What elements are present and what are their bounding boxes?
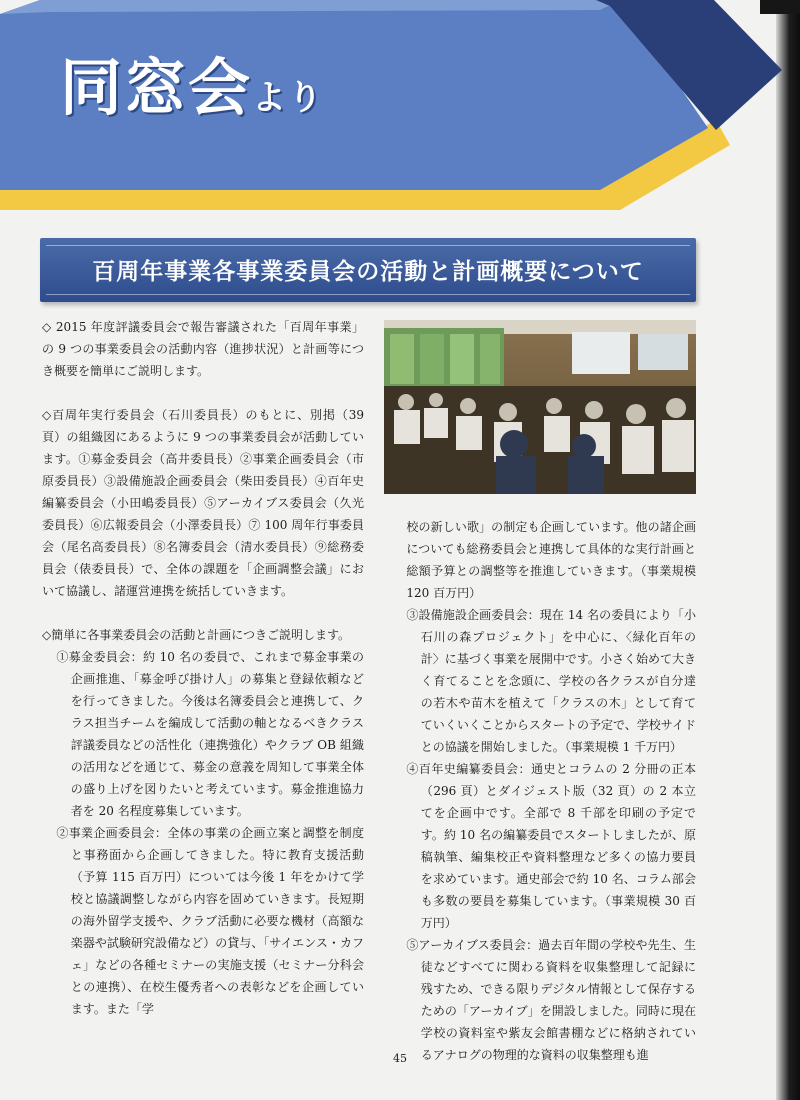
item-planning: ②事業企画委員会：全体の事業の企画立案と調整を制度と事務面から企画してきました。特に教育支援活動（予算 115 百万円）については今後 1 年をかけて学校と協議調整しながら内容を固めていきます。長短期の海外留学支援や、クラブ活動に必要な機材（高額な楽器や試験研究設備など）の貸与、「サイエンス・カフェ」などの各種セミナーの実施支援（セミナー分科会との連携）、在校生優秀者への表彰などを企画しています。また「学: [56, 826, 364, 1016]
planning-continued: 校の新しい歌」の制定も企画しています。他の諸企画についても総務委員会と連携して具体的な実行計画と総額予算との調整等を推進していきます。（事業規模 120 百万円）: [406, 520, 696, 600]
item-facilities: ③設備施設企画委員会：現在 14 名の委員により「小石川の森プロジェクト」を中心に、〈緑化百年の計〉に基づく事業を展開中です。小さく始めて大きく育てることを念頭に、学校の各クラスが自分達の若木や苗木を植えて「クラスの木」として育てていくいくことからスタートの予定で、学校サイドとの協議を開始しました。（事業規模 1 千万円）: [406, 608, 696, 754]
organization-paragraph: ◇百周年実行委員会（石川委員長）のもとに、別掲（39 頁）の組織図にあるように 9 つの事業委員会が活動しています。①募金委員会（高井委員長）②事業企画委員会（市原委員長）③設備施設企画委員会（柴田委員長）④百年史編纂委員会（小田嶋委員長）⑤アーカイブス委員会（久光委員長）⑥広報委員会（小澤委員長）⑦ 100 周年行事委員会（尾名高委員長）⑧名簿委員会（清水委員長）⑨総務委員会（俵委員長）で、全体の課題を「企画調整会議」において協議し、諸運営連携を統括していきます。: [42, 408, 364, 598]
item-archives: ⑤アーカイブス委員会：過去百年間の学校や先生、生徒などすべてに関わる資料を収集整理して記録に残すため、できる限りデジタル情報として保存するための「アーカイブ」を開設しました。同時に現在学校の資料室や紫友会館書棚などに格納されているアナログの物理的な資料の収集整理も進: [406, 938, 696, 1062]
left-column: [42, 316, 364, 1020]
page-number: 45: [393, 1052, 407, 1065]
section-heading: 百周年事業各事業委員会の活動と計画概要について: [92, 259, 644, 285]
item-fundraising: ①募金委員会：約 10 名の委員で、これまで募金事業の企画推進、「募金呼び掛け人」の募集と登録依頼などを行ってきました。今後は名簿委員会と連携して、クラス担当チームを編成して活動の軸となるべきクラス評議委員などの活性化（連携強化）やクラブ OB 組織の活用などを通じて、募金の意義を周知して事業全体の盛り上げを図りたいと考えています。募金推進協力者を 20 名程度募集しています。: [56, 650, 364, 818]
banner-title-suffix: より: [252, 78, 325, 118]
explanation-lead: ◇簡単に各事業委員会の活動と計画につきご説明します。: [42, 628, 351, 642]
meeting-hall-photo: [384, 320, 696, 494]
item-history-book: ④百年史編纂委員会：通史とコラムの 2 分冊の正本（296 頁）とダイジェスト版（32 頁）の 2 本立てを企画中です。全部で 8 千部を印刷の予定です。約 10 名の編纂委員でスタートしましたが、原稿執筆、編集校正や資料整理など多くの協力要員を求めています。通史部会で約 10 名、コラム部会も多数の要員を募集しています。（事業規模 30 百万円）: [406, 762, 696, 930]
intro-paragraph: ◇ 2015 年度評議委員会で報告審議された「百周年事業」の 9 つの事業委員会の活動内容（進捗状況）と計画等につき概要を簡単にご説明します。: [42, 320, 364, 378]
banner-title-main: 同窓会: [60, 51, 253, 124]
right-column: [392, 516, 696, 1066]
section-heading-box: [40, 238, 696, 302]
banner-title: [60, 38, 324, 127]
